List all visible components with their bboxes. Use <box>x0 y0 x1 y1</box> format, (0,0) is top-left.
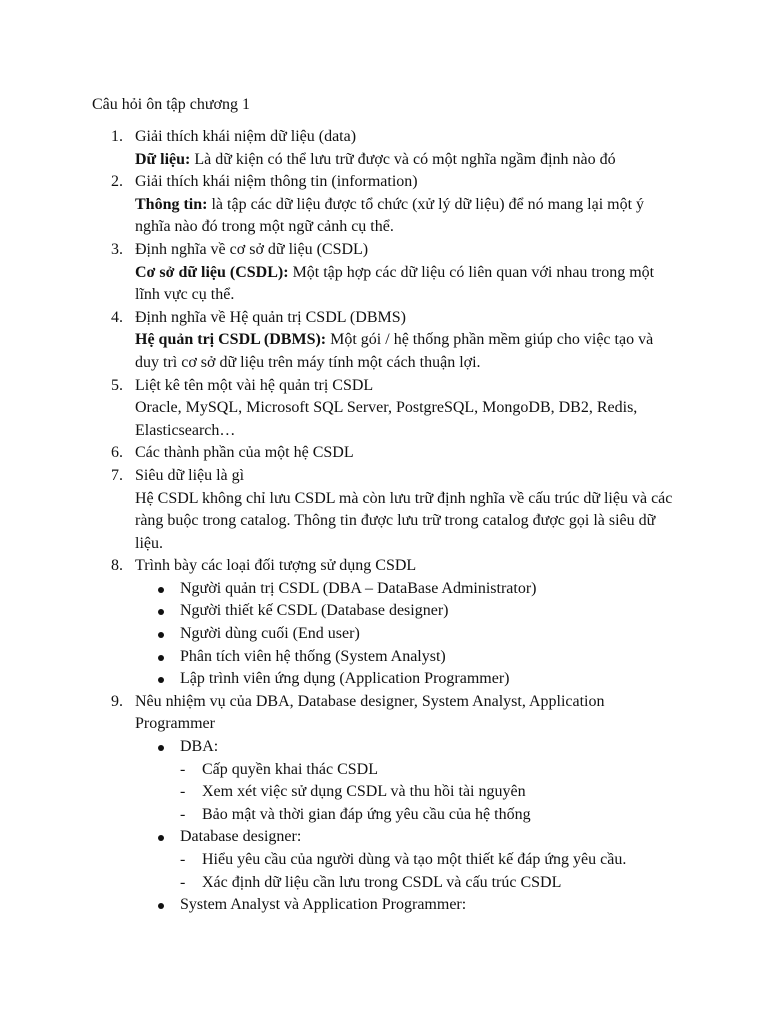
question-item-9 <box>0 691 675 917</box>
question-list <box>0 126 768 917</box>
dash-item <box>180 759 675 782</box>
bullet-label: Phân tích viên hệ thống (System Analyst) <box>180 647 446 665</box>
answer-body: Một gói / hệ thống phần mềm giúp cho việc tạo và duy trì cơ sở dữ liệu trên máy tính một cách thuận lợi. <box>135 331 654 371</box>
dash-text: Bảo mật và thời gian đáp ứng yêu cầu của hệ thống <box>202 805 531 823</box>
question-text: Định nghĩa về Hệ quản trị CSDL (DBMS) <box>135 308 406 326</box>
bullet-label: Người quản trị CSDL (DBA – DataBase Administrator) <box>180 579 537 597</box>
question-text: Các thành phần của một hệ CSDL <box>135 444 354 462</box>
dash-marker: - <box>180 851 186 868</box>
answer-term: Cơ sở dữ liệu (CSDL): <box>135 263 289 281</box>
dash-item <box>180 804 675 827</box>
bullet-item-database-designer <box>135 826 675 894</box>
question-text: Nêu nhiệm vụ của DBA, Database designer, System Analyst, Application Programmer <box>135 692 605 733</box>
bullet-item <box>135 600 675 623</box>
bullet-dot-icon <box>158 903 164 909</box>
question-item-1 <box>0 126 675 171</box>
bullet-item <box>135 623 675 646</box>
bullet-dot-icon <box>158 835 164 841</box>
dash-marker: - <box>180 783 186 801</box>
answer-text <box>135 329 675 374</box>
question-item-5 <box>0 375 675 443</box>
bullet-label: Database designer: <box>180 828 302 846</box>
question-text: Siêu dữ liệu là gì <box>135 466 245 484</box>
answer-text: Oracle, MySQL, Microsoft SQL Server, PostgreSQL, MongoDB, DB2, Redis, Elasticsearch… <box>135 399 638 439</box>
bullet-dot-icon <box>158 745 164 751</box>
question-item-2 <box>0 171 675 239</box>
question-number: 1. <box>111 128 123 145</box>
bullet-label: System Analyst và Application Programmer: <box>180 896 467 914</box>
answer-text: Hệ CSDL không chỉ lưu CSDL mà còn lưu trữ định nghĩa về cấu trúc dữ liệu và các ràng buộc trong catalog. Thông tin được lưu trữ trong catalog được gọi là siêu dữ liệu. <box>135 489 673 552</box>
question-item-7 <box>0 465 675 555</box>
question-number: 6. <box>111 444 123 462</box>
dash-marker: - <box>180 760 186 778</box>
question-number: 8. <box>111 557 123 575</box>
question-item-8 <box>0 555 675 691</box>
question-item-3 <box>0 239 675 307</box>
answer-body: Là dữ kiện có thể lưu trữ được và có một nghĩa ngầm định nào đó <box>190 150 616 168</box>
bullet-label: Lập trình viên ứng dụng (Application Programmer) <box>180 670 510 688</box>
bullet-label: Người thiết kế CSDL (Database designer) <box>180 602 449 620</box>
answer-text <box>135 149 675 172</box>
question-number: 5. <box>111 376 123 394</box>
question-item-6 <box>0 442 675 465</box>
question-number: 2. <box>111 173 123 191</box>
answer-term: Hệ quản trị CSDL (DBMS): <box>135 331 327 349</box>
question-number: 9. <box>111 692 123 710</box>
question-text: Liệt kê tên một vài hệ quản trị CSDL <box>135 376 374 394</box>
question-text: Trình bày các loại đối tượng sử dụng CSDL <box>135 557 417 575</box>
answer-term: Thông tin: <box>135 195 208 213</box>
bullet-dot-icon <box>158 632 164 638</box>
question-number: 7. <box>111 466 123 484</box>
bullet-list <box>135 578 675 691</box>
question-item-4 <box>0 307 675 375</box>
dash-list <box>180 849 675 894</box>
dash-text: Cấp quyền khai thác CSDL <box>202 760 378 778</box>
bullet-dot-icon <box>158 655 164 661</box>
dash-item <box>180 849 675 872</box>
dash-list <box>180 759 675 827</box>
bullet-label: Người dùng cuối (End user) <box>180 625 360 643</box>
dash-text: Xác định dữ liệu cần lưu trong CSDL và cấu trúc CSDL <box>202 873 562 891</box>
dash-item <box>180 872 675 895</box>
dash-text: Xem xét việc sử dụng CSDL và thu hồi tài nguyên <box>202 783 526 801</box>
question-number: 4. <box>111 308 123 326</box>
answer-body: Một tập hợp các dữ liệu có liên quan với nhau trong một lĩnh vực cụ thể. <box>135 263 655 304</box>
bullet-dot-icon <box>158 609 164 615</box>
bullet-item <box>135 578 675 601</box>
answer-text <box>135 194 675 239</box>
question-text: Giải thích khái niệm dữ liệu (data) <box>135 128 357 145</box>
bullet-list <box>135 736 675 917</box>
bullet-item <box>135 646 675 669</box>
dash-text: Hiểu yêu cầu của người dùng và tạo một thiết kế đáp ứng yêu cầu. <box>202 851 627 868</box>
bullet-item-dba <box>135 736 675 826</box>
bullet-item-system-analyst <box>135 894 675 917</box>
dash-item <box>180 781 675 804</box>
answer-term: Dữ liệu: <box>135 150 191 168</box>
dash-marker: - <box>180 873 186 891</box>
bullet-label: DBA: <box>180 738 219 756</box>
answer-body: là tập các dữ liệu được tổ chức (xử lý dữ liệu) để nó mang lại một ý nghĩa nào đó trong một ngữ cảnh cụ thể. <box>135 195 645 236</box>
document-title: Câu hỏi ôn tập chương 1 <box>92 96 250 113</box>
bullet-dot-icon <box>158 677 164 683</box>
question-text: Định nghĩa về cơ sở dữ liệu (CSDL) <box>135 240 369 258</box>
bullet-item <box>135 668 675 691</box>
question-text: Giải thích khái niệm thông tin (information) <box>135 173 418 191</box>
bullet-dot-icon <box>158 587 164 593</box>
dash-marker: - <box>180 805 186 823</box>
question-number: 3. <box>111 240 123 258</box>
answer-text <box>135 262 675 307</box>
